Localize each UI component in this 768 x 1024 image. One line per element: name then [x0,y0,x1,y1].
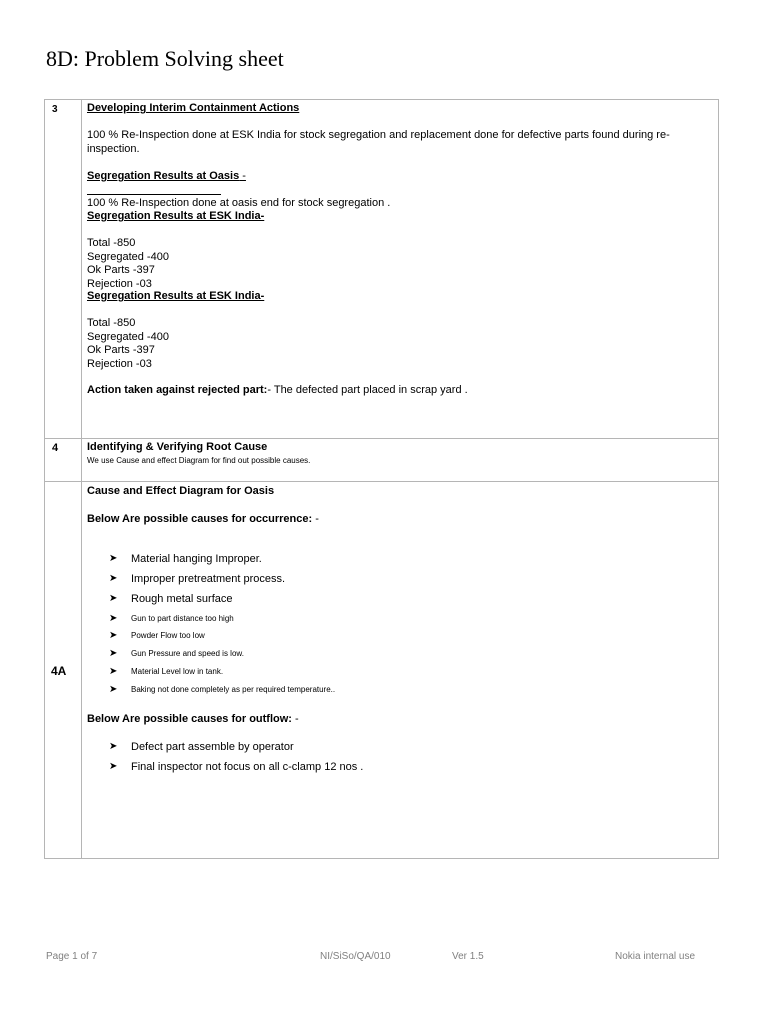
arrow-bullet-icon: ➤ [109,741,118,752]
esk-ok-parts: Ok Parts -397 [87,344,155,356]
esk-heading: Segregation Results at ESK India- [87,290,265,302]
separator-rule [87,194,221,195]
esk-rejection: Rejection -03 [87,358,152,370]
section-3-row [44,99,719,439]
section-number: 4 [52,442,59,454]
arrow-bullet-icon: ➤ [109,573,118,584]
occurrence-label: Below Are possible causes for occurrence: [87,513,313,525]
section-number-cell [45,482,82,858]
oasis-heading: Segregation Results at Oasis [87,170,240,182]
footer-page-number: Page 1 of 7 [46,951,98,962]
cause-text: Baking not done completely as per required temperature.. [131,685,336,694]
esk-total: Total -850 [87,317,136,329]
page-title: 8D: Problem Solving sheet [46,46,284,71]
arrow-bullet-icon: ➤ [109,666,118,677]
section-4a-row [44,481,719,859]
cause-text: Rough metal surface [131,593,233,605]
section-subtext: We use Cause and effect Diagram for find out possible causes. [87,456,311,465]
footer-version: Ver 1.5 [452,951,484,962]
occurrence-suffix: - [312,513,319,525]
action-text: - The defected part placed in scrap yard . [267,384,468,396]
cause-text: Powder Flow too low [131,631,205,640]
esk-segregated: Segregated -400 [87,251,169,263]
section-number: 4A [51,664,67,678]
arrow-bullet-icon: ➤ [109,630,118,641]
esk-heading: Segregation Results at ESK India- [87,210,265,222]
esk-total: Total -850 [87,237,136,249]
oasis-text: 100 % Re-Inspection done at oasis end for stock segregation . [87,197,391,209]
cause-text: Gun Pressure and speed is low. [131,649,244,658]
cause-text: Material hanging Improper. [131,553,262,565]
arrow-bullet-icon: ➤ [109,613,118,624]
cause-text: Final inspector not focus on all c-clamp 12 nos . [131,761,364,773]
oasis-heading-suffix: - [239,170,246,182]
section-number-cell [45,100,82,438]
section-heading: Identifying & Verifying Root Cause [87,441,268,453]
arrow-bullet-icon: ➤ [109,593,118,604]
cause-text: Improper pretreatment process. [131,573,286,585]
cause-text: Material Level low in tank. [131,667,224,676]
action-line [87,384,468,396]
arrow-bullet-icon: ➤ [109,553,118,564]
footer-document-id: NI/SiSo/QA/010 [320,951,391,962]
outflow-label: Below Are possible causes for outflow: [87,713,292,725]
esk-segregated: Segregated -400 [87,331,169,343]
section-heading: Cause and Effect Diagram for Oasis [87,485,275,497]
arrow-bullet-icon: ➤ [109,648,118,659]
esk-rejection: Rejection -03 [87,278,152,290]
arrow-bullet-icon: ➤ [109,761,118,772]
outflow-suffix: - [291,713,299,725]
section-heading: Developing Interim Containment Actions [87,102,300,114]
footer-classification: Nokia internal use [615,951,696,962]
cause-text: Gun to part distance too high [131,614,234,623]
cause-text: Defect part assemble by operator [131,741,294,753]
esk-ok-parts: Ok Parts -397 [87,264,155,276]
section-number-cell [45,439,82,481]
section-4-row [44,438,719,482]
action-label: Action taken against rejected part: [87,384,268,396]
section-number: 3 [52,104,58,115]
oasis-heading-line [87,170,246,182]
section-intro: 100 % Re-Inspection done at ESK India for stock segregation and replacement done for defective parts found during re-inspection. [87,129,670,155]
arrow-bullet-icon: ➤ [109,684,118,695]
occurrence-line [87,513,319,525]
outflow-line [87,713,299,725]
